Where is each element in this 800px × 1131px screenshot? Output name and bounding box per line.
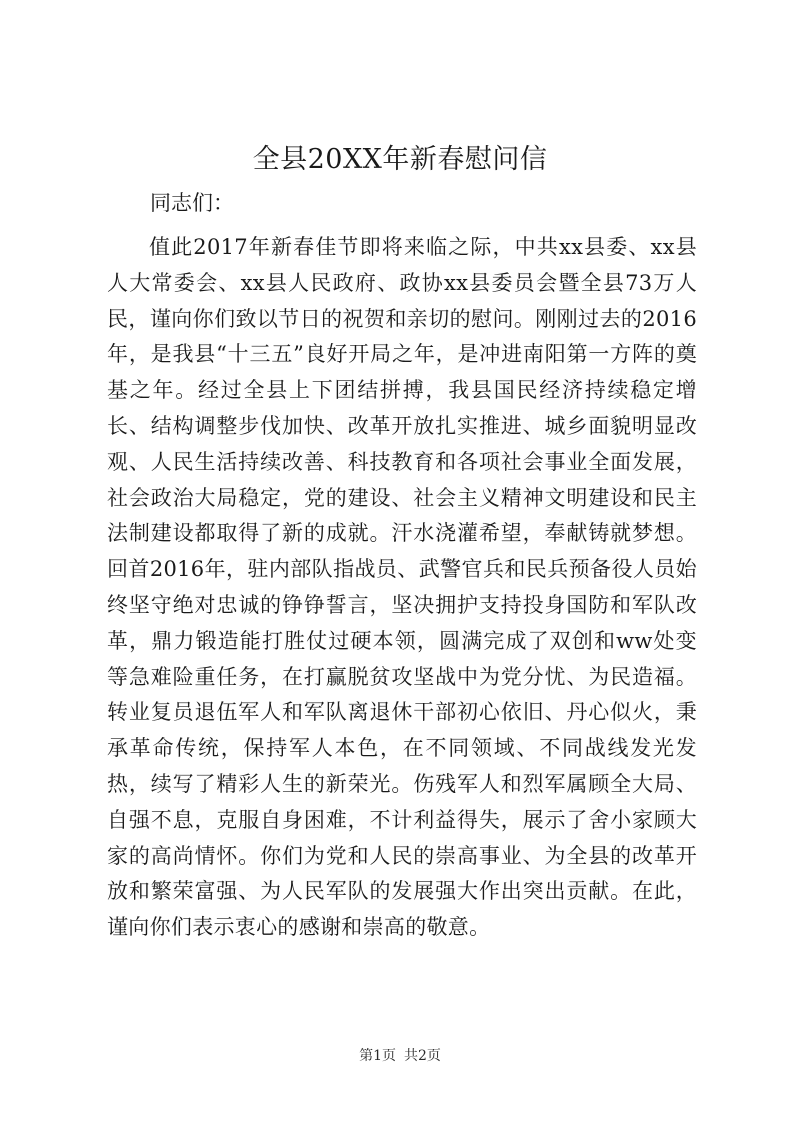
page-number: 第1页	[359, 1048, 396, 1064]
body-paragraph: 值此2017年新春佳节即将来临之际，中共xx县委、xx县人大常委会、xx县人民政府、政协xx县委员会暨全县73万人民，谨向你们致以节日的祝贺和亲切的慰问。刚刚过去的2016年，是我县“十三五”良好开局之年，是冲进南阳第一方阵的奠基之年。经过全县上下团结拼搏，我县国民经济持续稳定增长、结构调整步伐加快、改革开放扎实推进、城乡面貌明显改观、人民生活持续改善、科技教育和各项社会事业全面发展，社会政治大局稳定，党的建设、社会主义精神文明建设和民主法制建设都取得了新的成就。汗水浇灌希望，奉献铸就梦想。回首2016年，驻内部队指战员、武警官兵和民兵预备役人员始终坚守绝对忠诚的铮铮誓言，坚决拥护支持投身国防和军队改革，鼎力锻造能打胜仗过硬本领，圆满完成了双创和ww处变等急难险重任务，在打赢脱贫攻坚战中为党分忧、为民造福。转业复员退伍军人和军队离退休干部初心依旧、丹心似火，秉承革命传统，保持军人本色，在不同领域、不同战线发光发热，续写了精彩人生的新荣光。伤残军人和烈军属顾全大局、自强不息，克服自身困难，不计利益得失，展示了舍小家顾大家的高尚情怀。你们为党和人民的崇高事业、为全县的改革开放和繁荣富强、为人民军队的发展强大作出突出贡献。在此，谨向你们表示衷心的感谢和崇高的敬意。	[107, 235, 697, 940]
page-total: 共2页	[404, 1048, 441, 1064]
salutation: 同志们：	[150, 191, 234, 215]
document-title: 全县20XX年新春慰问信	[252, 144, 548, 175]
page-footer	[0, 1046, 800, 1066]
